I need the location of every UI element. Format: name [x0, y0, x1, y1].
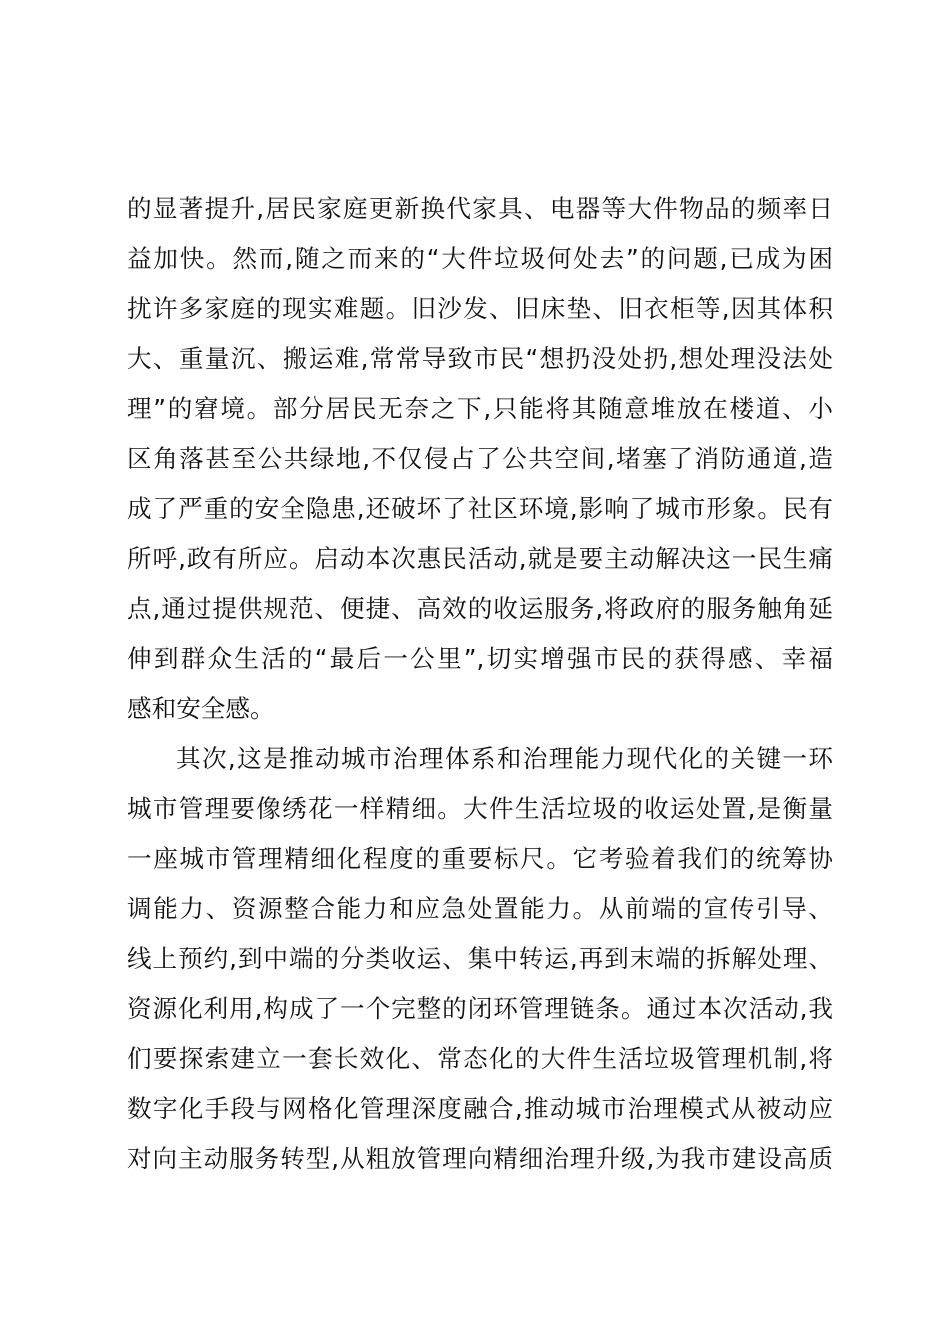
text-line: 益加快。然而,随之而来的“大件垃圾何处去”的问题,已成为困: [127, 244, 833, 273]
text-line: 城市管理要像绣花一样精细。大件生活垃圾的收运处置,是衡量: [127, 794, 833, 823]
text-line: 成了严重的安全隐患,还破坏了社区环境,影响了城市形象。民有: [127, 494, 833, 523]
paragraph-2: [127, 734, 833, 1184]
text-line: 大、重量沉、搬运难,常常导致市民“想扔没处扔,想处理没法处: [127, 344, 833, 373]
text-line: 资源化利用,构成了一个完整的闭环管理链条。通过本次活动,我: [127, 994, 833, 1023]
text-line: 理”的窘境。部分居民无奈之下,只能将其随意堆放在楼道、小: [127, 394, 833, 423]
text-line: 数字化手段与网格化管理深度融合,推动城市治理模式从被动应: [127, 1094, 833, 1123]
text-line: 伸到群众生活的“最后一公里”,切实增强市民的获得感、幸福: [127, 644, 833, 673]
text-line: 一座城市管理精细化程度的重要标尺。它考验着我们的统筹协: [127, 844, 833, 873]
text-line: 其次,这是推动城市治理体系和治理能力现代化的关键一环: [176, 744, 833, 773]
text-line: 区角落甚至公共绿地,不仅侵占了公共空间,堵塞了消防通道,造: [127, 444, 833, 473]
text-line: 调能力、资源整合能力和应急处置能力。从前端的宣传引导、: [127, 894, 833, 923]
text-line: 扰许多家庭的现实难题。旧沙发、旧床垫、旧衣柜等,因其体积: [127, 294, 833, 323]
text-line: 对向主动服务转型,从粗放管理向精细治理升级,为我市建设高质: [127, 1144, 833, 1173]
text-line: 所呼,政有所应。启动本次惠民活动,就是要主动解决这一民生痛: [127, 544, 833, 573]
text-line: 点,通过提供规范、便捷、高效的收运服务,将政府的服务触角延: [127, 594, 833, 623]
text-line: 线上预约,到中端的分类收运、集中转运,再到末端的拆解处理、: [127, 944, 833, 973]
text-line: 的显著提升,居民家庭更新换代家具、电器等大件物品的频率日: [127, 194, 833, 223]
text-line: 感和安全感。: [127, 694, 275, 723]
paragraph-1: [127, 184, 833, 734]
text-line: 们要探索建立一套长效化、常态化的大件生活垃圾管理机制,将: [127, 1044, 833, 1073]
